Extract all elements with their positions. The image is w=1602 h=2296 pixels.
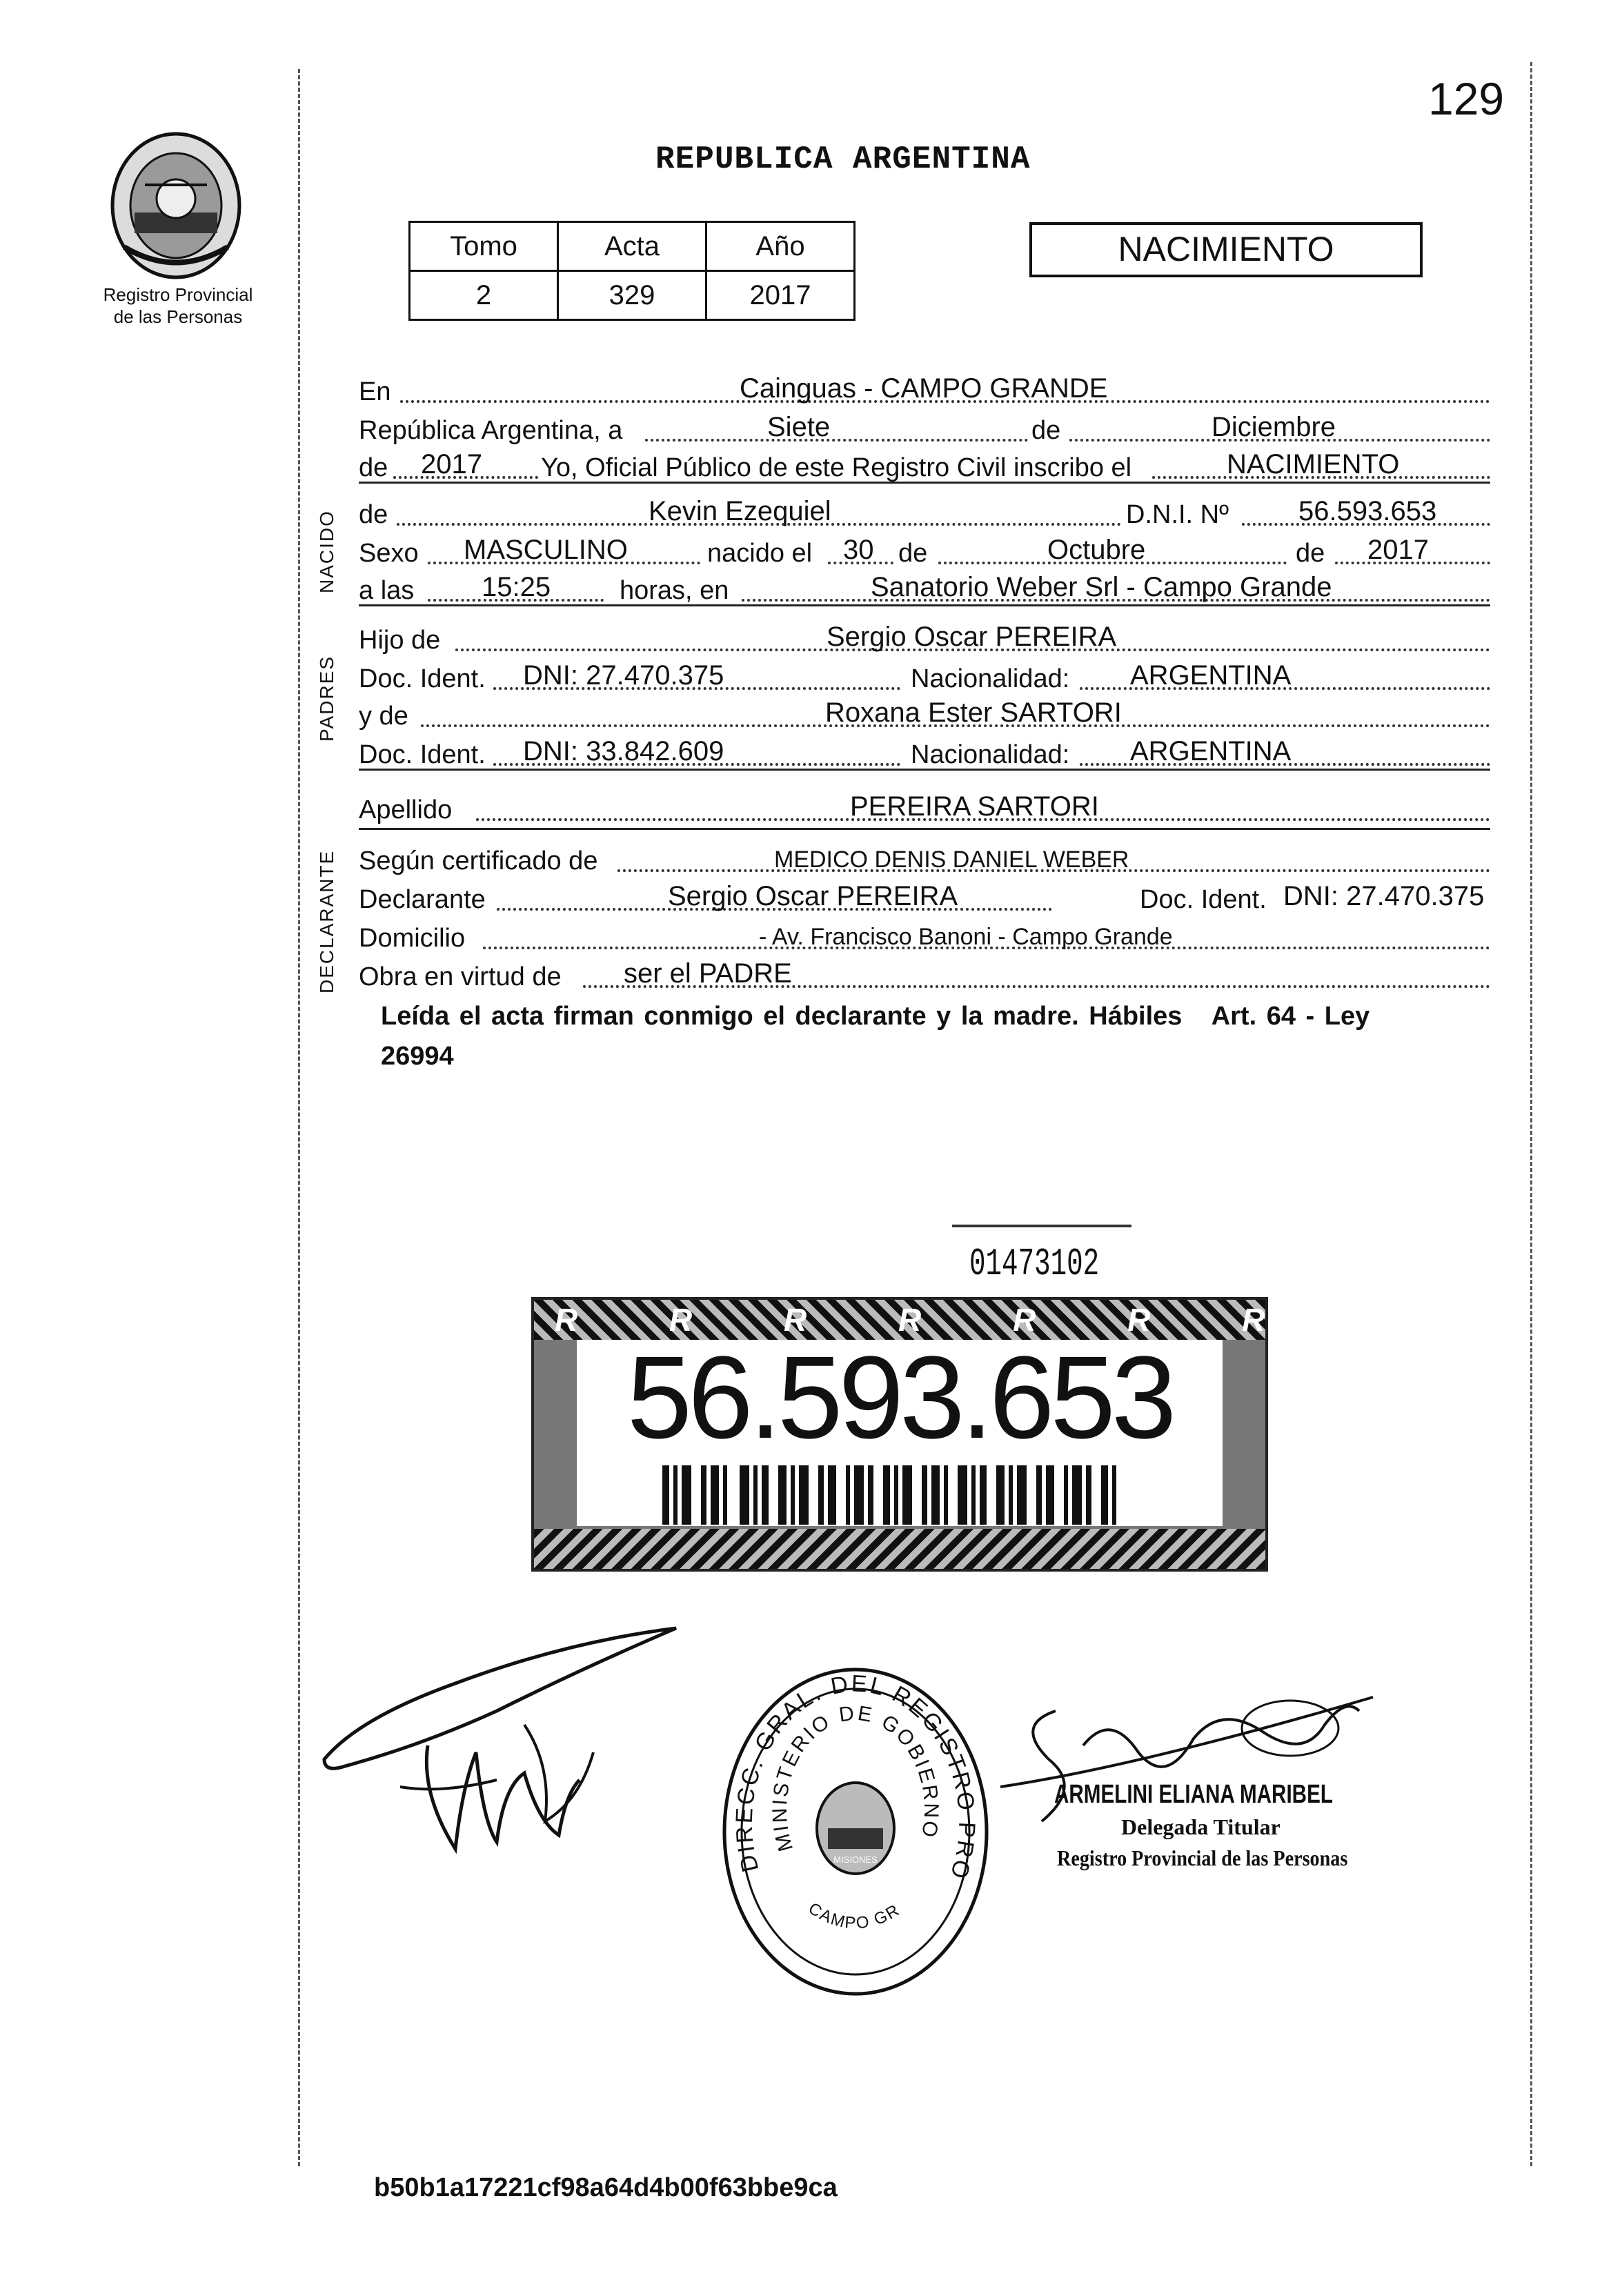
value-capacity: ser el PADRE — [624, 958, 792, 989]
value-declarant-doc: DNI: 27.470.375 — [1283, 881, 1485, 911]
row-year-officer — [359, 447, 1490, 486]
row-father-doc — [359, 658, 1490, 697]
ref-value-ano: 2017 — [706, 271, 855, 320]
signatory-name: ARMELINI ELIANA MARIBEL — [1054, 1780, 1333, 1809]
label-sexo: Sexo — [359, 539, 419, 568]
sticker-pattern-bottom — [534, 1529, 1265, 1569]
row-father — [359, 620, 1490, 658]
serial-number: 01473102 — [969, 1242, 1100, 1286]
side-label-nacido: NACIDO — [316, 510, 337, 593]
label-nacido: nacido el — [707, 539, 813, 568]
row-mother-doc — [359, 734, 1490, 773]
pattern-letter: R — [1471, 1302, 1536, 1338]
section-divider — [359, 604, 1490, 606]
row-address — [359, 918, 1490, 956]
row-capacity — [359, 956, 1490, 995]
value-birth-year: 2017 — [1367, 535, 1429, 565]
label-de-birth-month: de — [898, 539, 928, 568]
pattern-letter: R — [898, 1302, 963, 1338]
row-declarant — [359, 879, 1490, 918]
label-officer: Yo, Oficial Público de este Registro Civil inscribo el — [541, 453, 1132, 482]
label-republica: República Argentina, a — [359, 416, 623, 445]
label-de-month: de — [1031, 416, 1061, 445]
side-label-padres: PADRES — [316, 655, 337, 742]
row-surname — [359, 789, 1490, 828]
label-father-nat: Nacionalidad: — [911, 664, 1070, 693]
dni-sticker — [531, 1297, 1536, 1572]
label-certificado: Según certificado de — [359, 847, 598, 875]
value-birth-day: 30 — [843, 535, 874, 565]
reference-table — [408, 221, 856, 321]
section-divider — [359, 769, 1490, 771]
label-dni: D.N.I. Nº — [1126, 500, 1229, 529]
value-surname: PEREIRA SARTORI — [850, 791, 1099, 822]
registry-caption-2: de las Personas — [113, 306, 243, 327]
value-birthplace: Sanatorio Weber Srl - Campo Grande — [871, 572, 1332, 602]
document-title: REPUBLICA ARGENTINA — [655, 141, 1031, 177]
ref-header-acta: Acta — [558, 222, 706, 271]
label-en: En — [359, 377, 391, 406]
registry-caption-1: Registro Provincial — [103, 284, 253, 305]
stamp-center-text: MISIONES — [833, 1854, 878, 1865]
official-round-stamp-icon — [718, 1663, 993, 2001]
ref-header-ano: Año — [706, 222, 855, 271]
section-divider — [359, 482, 1490, 484]
value-month: Diciembre — [1212, 412, 1336, 442]
label-a-las: a las — [359, 576, 415, 605]
handwritten-signature-icon — [317, 1614, 704, 1877]
act-type-box: NACIMIENTO — [1029, 222, 1423, 277]
label-mother-nat: Nacionalidad: — [911, 740, 1070, 769]
label-de-birth-year: de — [1296, 539, 1325, 568]
sticker-dni-number: 56.593.653 — [626, 1332, 1173, 1463]
section-divider — [359, 828, 1490, 830]
label-de-name: de — [359, 500, 388, 529]
row-time-place — [359, 570, 1490, 608]
serial-rule — [952, 1225, 1131, 1227]
value-birth-month: Octubre — [1047, 535, 1146, 565]
value-year: 2017 — [421, 449, 482, 479]
row-location — [359, 371, 1490, 410]
side-label-declarante: DECLARANTE — [316, 849, 337, 993]
ref-value-tomo: 2 — [410, 271, 558, 320]
value-declarant: Sergio Oscar PEREIRA — [668, 881, 958, 911]
signatory-role: Delegada Titular — [1121, 1814, 1280, 1839]
value-mother: Roxana Ester SARTORI — [825, 697, 1122, 728]
pattern-letter: R — [784, 1302, 849, 1338]
page-number: 129 — [1428, 73, 1505, 124]
value-name: Kevin Ezequiel — [649, 496, 831, 526]
label-hijo: Hijo de — [359, 626, 441, 655]
label-declarante: Declarante — [359, 885, 486, 914]
label-de-year: de — [359, 453, 388, 482]
value-father-doc: DNI: 27.470.375 — [523, 660, 724, 691]
stamp-outer-text: DIRECC. GRAL. DEL REGISTRO PRO — [731, 1670, 980, 1884]
right-margin-line — [1530, 62, 1532, 2166]
provincial-seal-icon — [103, 130, 248, 281]
row-certificate — [359, 840, 1490, 879]
row-name — [359, 494, 1490, 533]
closing-line-2: 26994 — [381, 1042, 454, 1071]
row-mother — [359, 695, 1490, 734]
value-location: Cainguas - CAMPO GRANDE — [740, 373, 1108, 404]
closing-line-1: Leída el acta firman conmigo el declarante y la madre. Hábiles Art. 64 - Ley — [381, 1002, 1370, 1031]
label-y-de: y de — [359, 702, 408, 731]
official-stamp — [718, 1663, 993, 2001]
value-dni: 56.593.653 — [1298, 496, 1437, 526]
label-apellido: Apellido — [359, 795, 453, 824]
row-sex-birth — [359, 533, 1490, 571]
pattern-letter: R — [1013, 1302, 1078, 1338]
label-declarant-doc: Doc. Ident. — [1140, 885, 1267, 914]
ref-value-acta: 329 — [558, 271, 706, 320]
row-date — [359, 410, 1490, 448]
sticker-white-panel — [577, 1332, 1223, 1526]
label-horas: horas, en — [620, 576, 729, 605]
pattern-letter: R — [1242, 1302, 1307, 1338]
value-sexo: MASCULINO — [464, 535, 628, 565]
label-obra: Obra en virtud de — [359, 962, 562, 991]
registry-logo — [103, 130, 248, 281]
stamp-bottom-text: CAMPO GR — [804, 1899, 904, 1933]
pattern-letter: R — [1127, 1302, 1192, 1338]
pattern-letter: R — [1356, 1302, 1421, 1338]
label-domicilio: Domicilio — [359, 924, 466, 953]
value-act: NACIMIENTO — [1227, 449, 1400, 479]
stamp-inner-text: MINISTERIO DE GOBIERNO — [768, 1701, 943, 1854]
dotted-line — [645, 439, 1028, 442]
label-father-doc: Doc. Ident. — [359, 664, 486, 693]
ref-header-tomo: Tomo — [410, 222, 558, 271]
value-father: Sergio Oscar PEREIRA — [827, 622, 1117, 652]
pattern-letter: R — [669, 1302, 734, 1338]
barcode-icon — [662, 1465, 1131, 1525]
left-margin-line — [298, 69, 300, 2166]
value-mother-nat: ARGENTINA — [1130, 736, 1292, 766]
label-mother-doc: Doc. Ident. — [359, 740, 486, 769]
value-address: - Av. Francisco Banoni - Campo Grande — [759, 924, 1173, 950]
value-mother-doc: DNI: 33.842.609 — [523, 736, 724, 766]
value-certificate: MEDICO DENIS DANIEL WEBER — [774, 847, 1129, 873]
value-time: 15:25 — [482, 572, 551, 602]
pattern-letter: R — [555, 1302, 620, 1338]
signatory-office: Registro Provincial de las Personas — [1057, 1845, 1348, 1870]
value-day: Siete — [767, 412, 831, 442]
value-father-nat: ARGENTINA — [1130, 660, 1292, 691]
document-hash: b50b1a17221cf98a64d4b00f63bbe9ca — [374, 2173, 838, 2202]
